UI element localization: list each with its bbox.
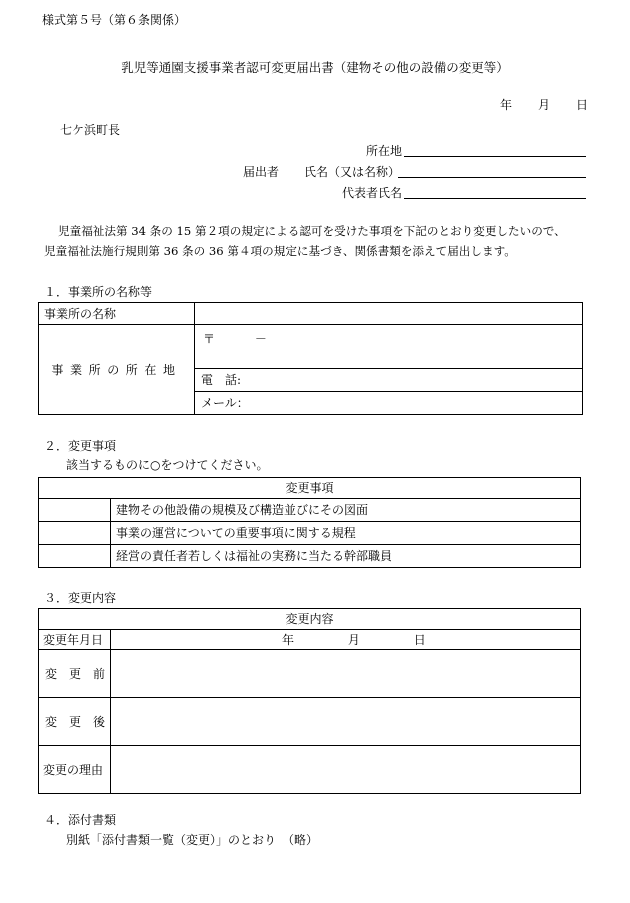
change-date-year: 年 (282, 632, 295, 647)
change-date-month: 月 (347, 632, 360, 647)
before-label: 変 更 前 (39, 650, 111, 698)
reason-label: 変更の理由 (39, 746, 111, 794)
representative-field-line[interactable] (404, 198, 586, 199)
change-details-header: 変更内容 (39, 609, 581, 630)
email-label: メール： (201, 396, 249, 410)
address-field-line[interactable] (404, 156, 586, 157)
address-label: 所在地 (366, 144, 403, 158)
facility-location-label-text: 事業所の所在地 (51, 362, 182, 377)
reason-cell[interactable] (111, 746, 581, 794)
representative-label: 代表者氏名 (342, 186, 403, 200)
date-month: 月 (538, 98, 551, 112)
before-cell[interactable] (111, 650, 581, 698)
section4-heading: ４．添付書類 (44, 813, 117, 827)
change-items-header: 変更事項 (39, 478, 581, 499)
change-item-mark-cell[interactable] (39, 545, 111, 568)
notifier-label: 届出者 (243, 165, 280, 179)
section3-heading: ３．変更内容 (44, 591, 117, 605)
date-year: 年 (500, 98, 513, 112)
section2-instruction: 該当するものに○をつけてください。 (66, 458, 269, 472)
change-item-row (39, 522, 581, 545)
addressee: 七ケ浜町長 (60, 123, 121, 137)
section1-heading: １．事業所の名称等 (44, 285, 153, 299)
change-item-mark-cell[interactable] (39, 499, 111, 522)
change-item-mark-cell[interactable] (39, 522, 111, 545)
document-title: 乳児等通園支援事業者認可変更届出書（建物その他の設備の変更等） (121, 60, 509, 75)
name-field-line[interactable] (398, 177, 586, 178)
name-label: 氏名（又は名称） (304, 165, 401, 179)
body-line-2: 児童福祉法施行規則第 36 条の 36 第４項の規定に基づき、関係書類を添えて届出します。 (44, 244, 516, 258)
postal-dash: － (254, 332, 267, 346)
change-items-table (38, 477, 581, 568)
facility-name-cell[interactable] (195, 303, 583, 325)
facility-table (38, 302, 583, 415)
change-date-label: 変更年月日 (39, 630, 111, 650)
postal-mark: 〒 (203, 332, 216, 346)
change-item-row (39, 545, 581, 568)
date-day: 日 (576, 98, 589, 112)
email-cell[interactable] (195, 392, 583, 415)
phone-cell[interactable] (195, 369, 583, 392)
change-item-row (39, 499, 581, 522)
change-item-label: 事業の運営についての重要事項に関する規程 (111, 522, 581, 545)
facility-location-label (39, 325, 195, 415)
body-line-1: 児童福祉法第 34 条の 15 第２項の規定による認可を受けた事項を下記のとおり変更したいので、 (58, 224, 566, 238)
change-details-table (38, 608, 581, 794)
after-cell[interactable] (111, 698, 581, 746)
change-date-day: 日 (413, 632, 426, 647)
facility-name-label: 事業所の名称 (39, 303, 195, 325)
after-label: 変 更 後 (39, 698, 111, 746)
change-date-cell[interactable] (111, 630, 581, 650)
change-item-label: 建物その他設備の規模及び構造並びにその図面 (111, 499, 581, 522)
form-number: 様式第５号（第６条関係） (42, 13, 187, 27)
change-item-label: 経営の責任者若しくは福祉の実務に当たる幹部職員 (111, 545, 581, 568)
section4-text: 別紙「添付書類一覧（変更）」のとおり （略） (66, 833, 319, 847)
phone-label: 電 話: (201, 373, 242, 387)
section2-heading: ２．変更事項 (44, 439, 117, 453)
postal-cell[interactable] (195, 325, 583, 369)
